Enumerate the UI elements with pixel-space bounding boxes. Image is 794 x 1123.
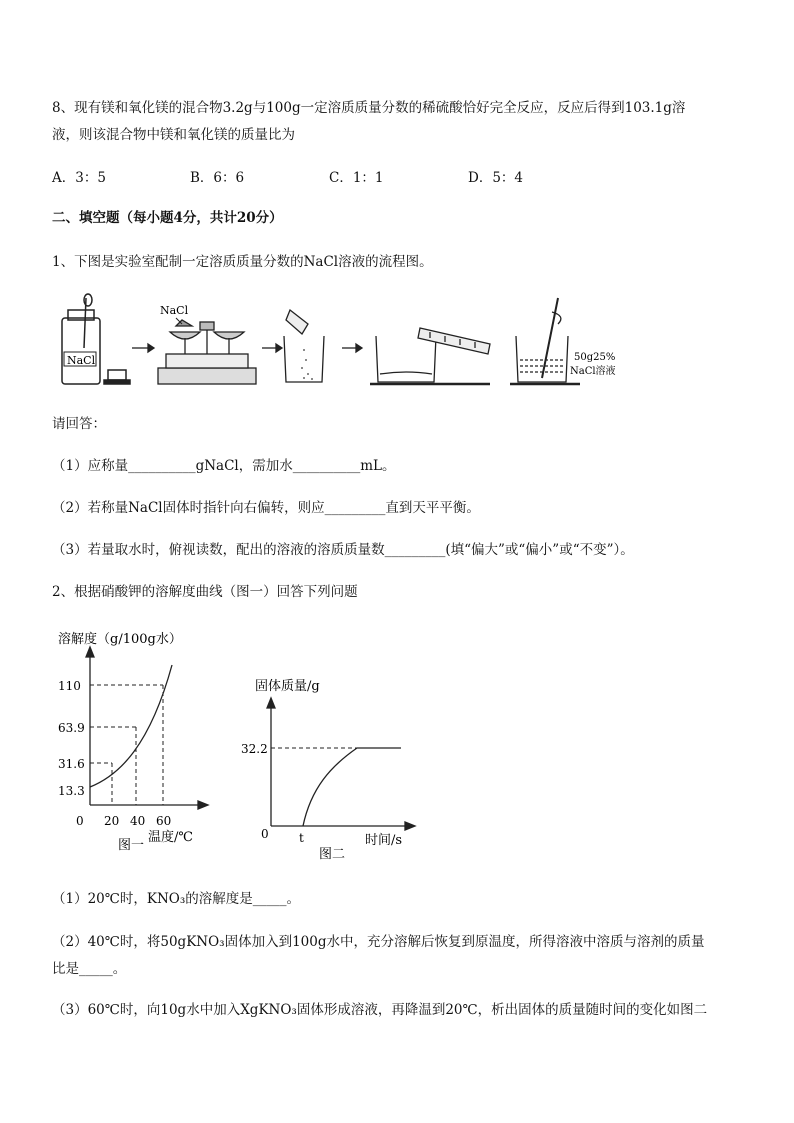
solubility-graph <box>50 625 220 853</box>
arrow-icon <box>132 344 154 352</box>
reagent-bottle-icon <box>62 294 100 384</box>
q8-stem-line1: 8、现有镁和氧化镁的混合物3.2g与100g一定溶质质量分数的稀硫酸恰好完全反应，反应后得到103.1g溶 <box>52 100 686 116</box>
graph1-xtick-20: 20 <box>104 814 120 828</box>
graph2-xtick-t: t <box>299 831 304 845</box>
graph1-origin: 0 <box>76 814 84 828</box>
q8-stem-line2: 液，则该混合物中镁和氧化镁的质量比为 <box>52 127 295 143</box>
fq1-prompt: 请回答： <box>52 416 106 432</box>
graph2-xlabel: 时间/s <box>365 833 403 848</box>
graph1-ytick-110: 110 <box>58 679 81 693</box>
fq1-sub3: （3）若量取水时，俯视读数，配出的溶液的溶质质量数_________(填“偏大”或“偏小”或“不变”）。 <box>52 542 634 558</box>
graph1-ytick-63-9: 63.9 <box>58 721 85 735</box>
q8-option-c: C．1：1 <box>329 170 384 186</box>
graph2-caption: 图二 <box>319 847 346 862</box>
fq2-stem: 2、根据硝酸钾的溶解度曲线（图一）回答下列问题 <box>52 584 358 600</box>
q8-option-b: B．6：6 <box>190 170 245 186</box>
solid-mass-graph <box>241 670 425 862</box>
fq2-sub1: （1）20℃时，KNO₃的溶解度是_____。 <box>52 891 300 907</box>
beaker-icon <box>284 310 324 382</box>
graph2-origin: 0 <box>261 827 269 841</box>
solubility-curve <box>90 665 172 787</box>
bottle-label: NaCl <box>67 354 96 367</box>
graph2-ytick: 32.2 <box>241 742 268 756</box>
solid-mass-curve <box>303 748 401 826</box>
graph1-ytick-31-6: 31.6 <box>58 757 85 771</box>
result-label-line1: 50g25% <box>574 352 616 363</box>
fq2-sub2-line2: 比是_____。 <box>52 961 127 977</box>
graph1-ytick-13-3: 13.3 <box>58 784 85 798</box>
balance-label: NaCl <box>160 304 189 317</box>
graph1-xtick-60: 60 <box>156 814 172 828</box>
arrow-icon <box>262 344 282 352</box>
q8-option-a: A．3：5 <box>52 170 106 186</box>
arrow-icon <box>342 344 362 352</box>
fq1-stem: 1、下图是实验室配制一定溶质质量分数的NaCl溶液的流程图。 <box>52 254 433 270</box>
section-title: 二、填空题（每小题4分，共计20分） <box>52 210 283 226</box>
balance-icon <box>158 320 256 384</box>
graduated-cylinder-icon <box>376 328 490 382</box>
fq2-sub2-line1: （2）40℃时，将50gKNO₃固体加入到100g水中，充分溶解后恢复到原温度，所得溶液中溶质与溶剂的质量 <box>52 934 705 950</box>
stirring-beaker-icon <box>516 298 568 382</box>
bottle-stopper-icon <box>104 370 130 384</box>
graph1-xlabel: 温度/℃ <box>148 830 193 845</box>
fq1-sub2: （2）若称量NaCl固体时指针向右偏转，则应_________直到天平平衡。 <box>52 500 480 516</box>
graph1-caption: 图一 <box>118 838 145 853</box>
graph1-ylabel: 溶解度（g/100g水） <box>58 632 182 647</box>
result-label-line2: NaCl溶液 <box>570 366 616 377</box>
q8-option-d: D．5：4 <box>468 170 524 186</box>
graph2-ylabel: 固体质量/g <box>255 679 320 694</box>
graph1-xtick-40: 40 <box>130 814 146 828</box>
fq2-sub3: （3）60℃时，向10g水中加入XgKNO₃固体形成溶液，再降温到20℃，析出固体的质量随时间的变化如图二 <box>52 1002 708 1018</box>
fq1-sub1: （1）应称量__________gNaCl，需加水__________mL。 <box>52 458 396 474</box>
nacl-procedure-figure <box>50 290 630 390</box>
